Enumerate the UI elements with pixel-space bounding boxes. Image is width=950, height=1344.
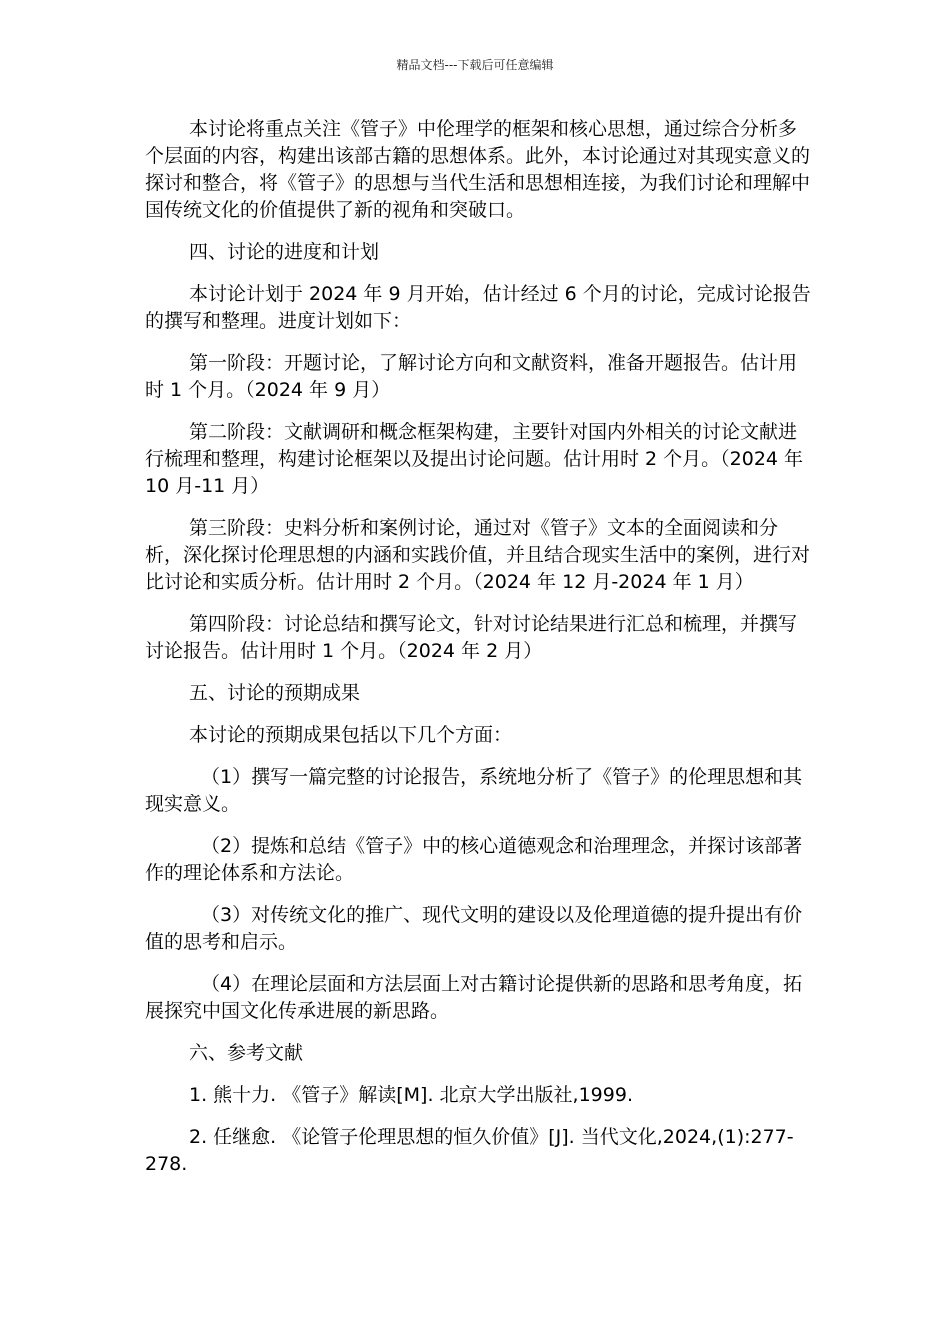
reference-item: 1. 熊十力. 《管子》解读[M]. 北京大学出版社,1999.	[189, 1084, 633, 1106]
intro-paragraph: 本讨论将重点关注《管子》中伦理学的框架和核心思想，通过综合分析多个层面的内容，构建出该部古籍的思想体系。此外，本讨论通过对其现实意义的探讨和整合，将《管子》的思想与当代生活和思想相连接，为我们讨论和理解中国传统文化的价值提供了新的视角和突破口。	[145, 118, 811, 221]
reference-item: 2. 任继愈. 《论管子伦理思想的恒久价值》[J]. 当代文化,2024,(1):277-278.	[145, 1126, 794, 1175]
outcome-item: （3）对传统文化的推广、现代文明的建设以及伦理道德的提升提出有价值的思考和启示。	[145, 904, 803, 953]
outcomes-intro-paragraph: 本讨论的预期成果包括以下几个方面：	[189, 724, 513, 746]
section-heading-references: 六、参考文献	[189, 1042, 304, 1064]
outcome-item: （2）提炼和总结《管子》中的核心道德观念和治理理念，并探讨该部著作的理论体系和方法论。	[145, 835, 803, 884]
page-header: 精品文档---下载后可任意编辑	[396, 58, 554, 72]
outcome-item: （4）在理论层面和方法层面上对古籍讨论提供新的思路和思考角度，拓展探究中国文化传承进展的新思路。	[145, 973, 803, 1022]
document-body	[145, 116, 815, 1193]
stage-four-paragraph: 第四阶段：讨论总结和撰写论文，针对讨论结果进行汇总和梳理，并撰写讨论报告。估计用时 1 个月。（2024 年 2 月）	[145, 613, 798, 662]
stage-three-paragraph: 第三阶段：史料分析和案例讨论，通过对《管子》文本的全面阅读和分析，深化探讨伦理思想的内涵和实践价值，并且结合现实生活中的案例，进行对比讨论和实质分析。估计用时 2 个月。（2024 年 12 月-2024 年 1 月）	[145, 517, 811, 593]
section-heading-progress: 四、讨论的进度和计划	[189, 241, 380, 263]
section-heading-outcomes: 五、讨论的预期成果	[189, 682, 361, 704]
plan-paragraph: 本讨论计划于 2024 年 9 月开始，估计经过 6 个月的讨论，完成讨论报告的撰写和整理。进度计划如下：	[145, 283, 811, 332]
outcome-item: （1）撰写一篇完整的讨论报告，系统地分析了《管子》的伦理思想和其现实意义。	[145, 766, 803, 815]
stage-one-paragraph: 第一阶段：开题讨论，了解讨论方向和文献资料，准备开题报告。估计用时 1 个月。（2024 年 9 月）	[145, 352, 798, 401]
stage-two-paragraph: 第二阶段：文献调研和概念框架构建，主要针对国内外相关的讨论文献进行梳理和整理，构建讨论框架以及提出讨论问题。估计用时 2 个月。（2024 年 10 月-11 月）	[145, 421, 804, 497]
